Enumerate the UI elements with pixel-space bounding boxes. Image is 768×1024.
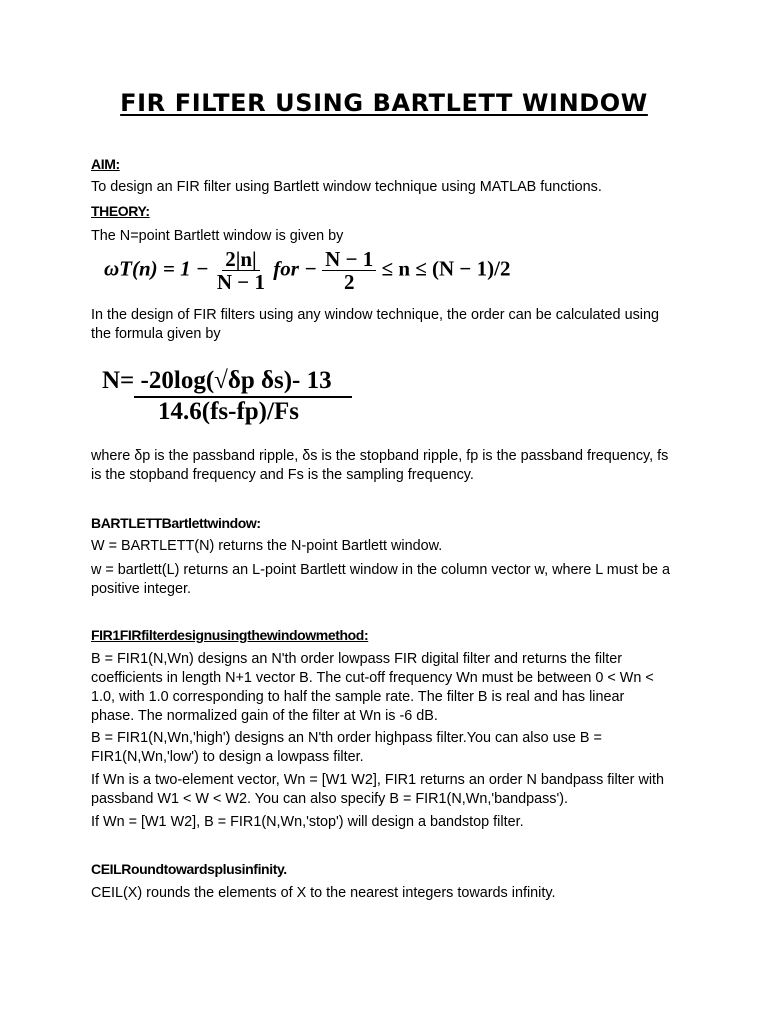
theory-heading: THEORY: bbox=[91, 203, 150, 219]
fir1-paragraph-2: B = FIR1(N,Wn,'high') designs an N'th order highpass filter.You can also use B = FIR1(N,Wn,'low') to design a lowpass filter. bbox=[91, 730, 602, 765]
aim-text: To design an FIR filter using Bartlett window technique using MATLAB functions. bbox=[91, 179, 602, 195]
page-title: FIR FILTER USING BARTLETT WINDOW bbox=[120, 89, 648, 117]
fraction-1-denominator: N − 1 bbox=[216, 270, 266, 294]
theory-intro: The N=point Bartlett window is given by bbox=[91, 228, 344, 244]
ceil-heading: CEILRoundtowardsplusinfinity. bbox=[91, 861, 287, 877]
order-intro-text: In the design of FIR filters using any window technique, the order can be calculated using the formula given by bbox=[91, 307, 659, 342]
equation-rhs: ≤ n ≤ (N − 1)/2 bbox=[381, 256, 511, 281]
order-formula-numerator: N= -20log(√δp δs)- 13 bbox=[102, 367, 332, 394]
fir1-paragraph-4: If Wn = [W1 W2], B = FIR1(N,Wn,'stop') will design a bandstop filter. bbox=[91, 814, 524, 830]
fraction-2-numerator: N − 1 bbox=[322, 248, 376, 271]
bartlett-heading: BARTLETTBartlettwindow: bbox=[91, 515, 261, 531]
where-text: where δp is the passband ripple, δs is the stopband ripple, fp is the passband frequency, fs is the stopband frequency and Fs is the sampling frequency. bbox=[91, 448, 669, 483]
equation-lhs: ωT(n) = 1 − bbox=[104, 256, 209, 281]
bartlett-window-equation bbox=[104, 248, 510, 293]
ceil-text: CEIL(X) rounds the elements of X to the nearest integers towards infinity. bbox=[91, 885, 556, 901]
equation-fraction-2 bbox=[322, 248, 376, 293]
fir1-paragraph-1: B = FIR1(N,Wn) designs an N'th order lowpass FIR digital filter and returns the filter coefficients in length N+1 vector B. The cut-off frequency Wn must be between 0 < Wn < 1.0, with 1.0 corresponding to half the sample rate. The filter B is real and has linear phase. The normalized gain of the filter at Wn is -6 dB. bbox=[91, 651, 654, 724]
fraction-2-denominator: 2 bbox=[343, 270, 355, 294]
aim-heading: AIM: bbox=[91, 156, 120, 172]
order-formula bbox=[102, 366, 352, 426]
fir1-paragraph-3: If Wn is a two-element vector, Wn = [W1 W2], FIR1 returns an order N bandpass filter with passband W1 < W < W2. You can also specify B = FIR1(N,Wn,'bandpass'). bbox=[91, 772, 665, 807]
equation-fraction-1 bbox=[214, 248, 268, 293]
order-formula-denominator: 14.6(fs-fp)/Fs bbox=[158, 398, 299, 425]
fraction-1-numerator: 2|n| bbox=[222, 248, 259, 271]
equation-for: for − bbox=[273, 256, 317, 281]
bartlett-line-1: W = BARTLETT(N) returns the N-point Bartlett window. bbox=[91, 538, 443, 554]
fir1-heading: FIR1FIRfilterdesignusingthewindowmethod: bbox=[91, 627, 369, 643]
bartlett-line-2: w = bartlett(L) returns an L-point Bartlett window in the column vector w, where L must be a positive integer. bbox=[91, 562, 670, 597]
